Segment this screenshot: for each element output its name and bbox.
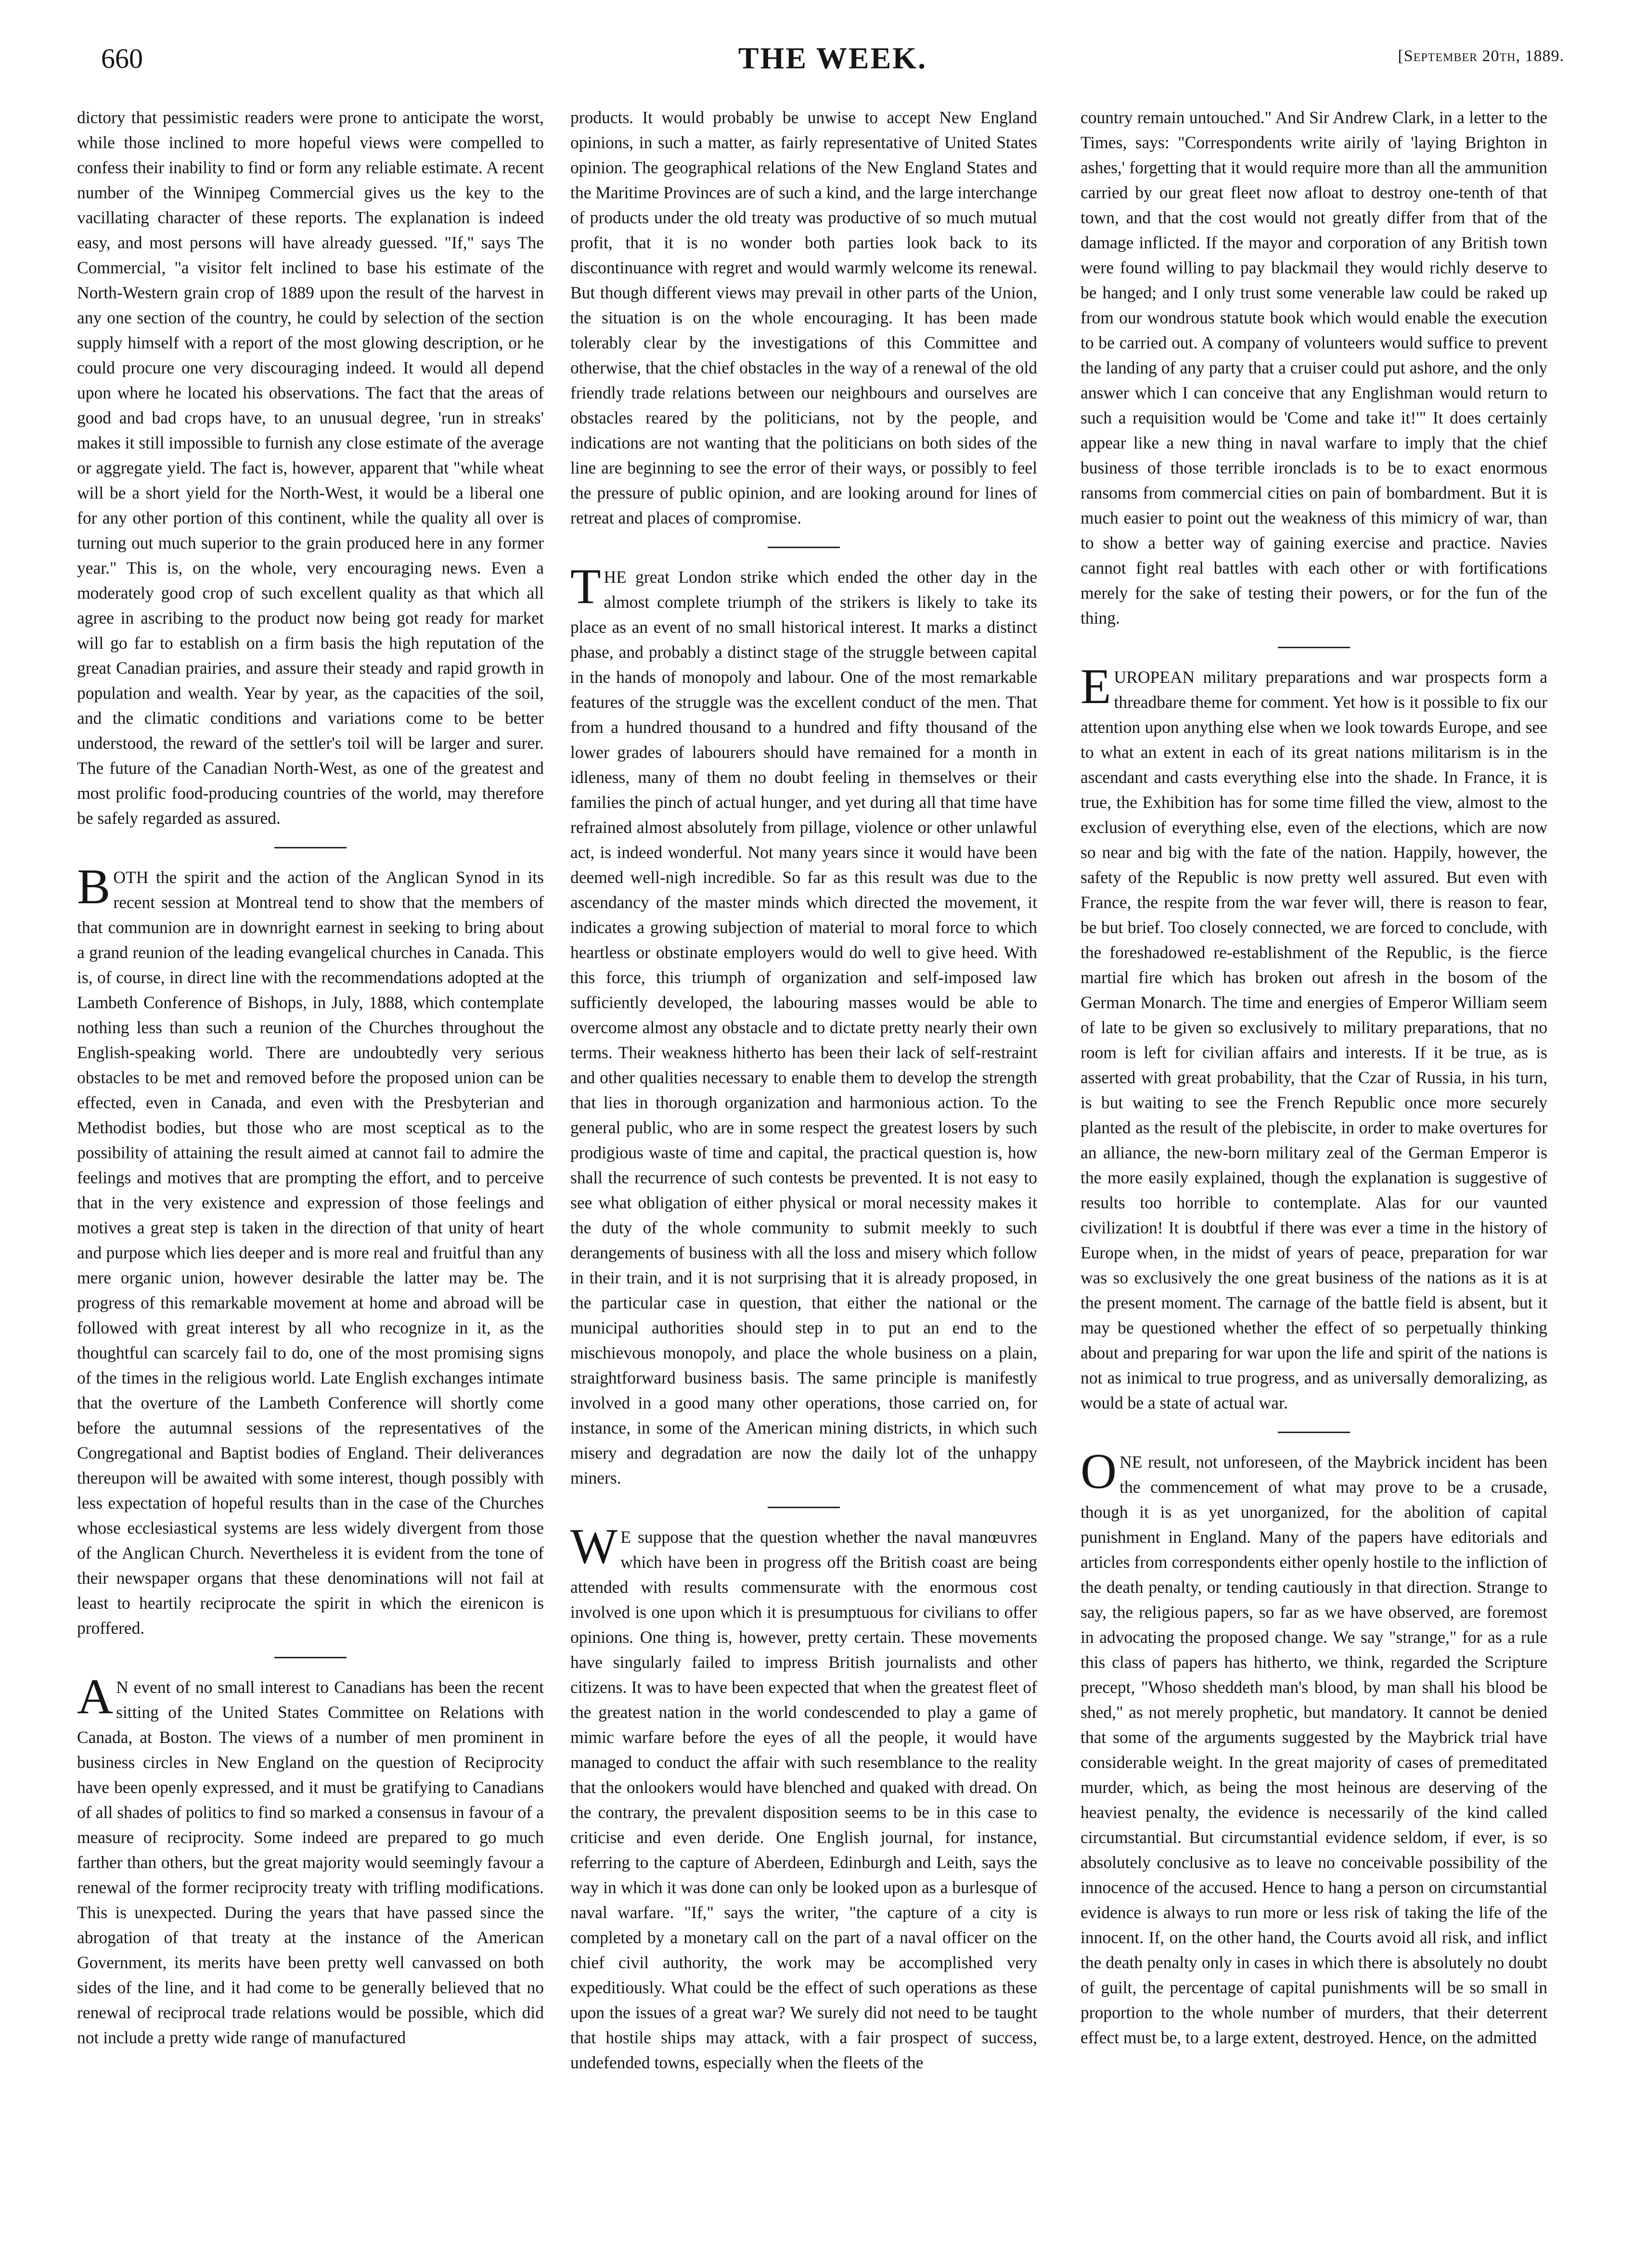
article-divider [1278, 1432, 1350, 1433]
lead-word: E [620, 1527, 631, 1547]
article-european-militarism [1081, 659, 1547, 1415]
lead-word: NE [1119, 1452, 1143, 1472]
drop-cap: W [570, 1519, 618, 1574]
drop-cap: O [1081, 1444, 1117, 1499]
lead-word: N [116, 1678, 129, 1697]
column-2 [570, 105, 1037, 2251]
drop-cap: E [1081, 659, 1111, 714]
article-body: military preparations and war prospects form a threadbare theme for comment. Yet how is it possible to fix our attention upon anything else when we look towards Europe, and see to what an extent in each of its great nations militarism is in the ascendant and casts everything else into the shade. In France, it is true, the Exhibition has for some time filled the view, almost to the exclusion of everything else, even of the elections, which are now so near and big with the fate of the nation. Happily, however, the safety of the Republic is now pretty well assured. But even with France, the respite from the war fever will, there is reason to fear, be but brief. Too closely connected, we are forced to conclude, with the foreshadowed re-establishment of the Republic, is the fierce martial fire which has broken out afresh in the bosom of the German Monarch. The time and energies of Emperor William seem of late to be given so exclusively to military preparations, that no room is left for civilian affairs and interests. If it be true, as is asserted with great probability, that the Czar of Russia, in his turn, is but waiting to see the French Republic once more securely planted as the result of the plebiscite, in order to make overtures for an alliance, the new-born military zeal of the German Emperor is the more easily explained, though the explanation is suggestive of results too horrible to contemplate. Alas for our vaunted civilization! It is doubtful if there was ever a time in the history of Europe when, in the midst of years of peace, preparation for war was so exclusively the one great business of the nations as it is at the present moment. The carnage of the battle field is absent, but it may be questioned whether the effect of so perpetually thinking about and preparing for war upon the life and spirit of the nations is not as inimical to true progress, and as universally demoralizing, as would be a state of actual war. [1081, 667, 1547, 1412]
page-header [101, 42, 1564, 90]
article-anglican-synod [77, 859, 544, 1640]
drop-cap: A [77, 1669, 114, 1724]
article-naval-manoeuvres [570, 1519, 1037, 2075]
article-body: result, not unforeseen, of the Maybrick incident has been the commencement of what may prove to be a crusade, though it is as yet unorganized, for the abolition of capital punishment in England. Many of the papers have editorials and articles from correspondents either openly hostile to the infliction of the death penalty, or tending cautiously in that direction. Strange to say, the religious papers, so far as we have observed, are foremost in advocating the proposed change. We say "strange," for as a rule this class of papers has hitherto, we think, regarded the Scripture precept, "Whoso sheddeth man's blood, by man shall his blood be shed," as not merely prophetic, but mandatory. It cannot be denied that some of the arguments suggested by the Maybrick trial have considerable weight. In the great majority of cases of premeditated murder, which, as being the most heinous are deserving of the heaviest penalty, the evidence is necessarily of the kind called circumstantial. But circumstantial evidence seldom, if ever, is so absolutely conclusive as to leave no conceivable possibility of the innocence of the accused. Hence to hang a person on circumstantial evidence is always to run more or less risk of taking the life of the innocent. If, on the other hand, the Courts avoid all risk, and inflict the death penalty only in cases in which there is absolutely no doubt of guilt, the percentage of capital punishments will be so small in proportion to the whole number of murders, that their deterrent effect must be, to a large extent, destroyed. Hence, on the admitted [1081, 1452, 1547, 2047]
article-divider [274, 847, 347, 848]
page-number: 660 [101, 43, 143, 74]
article-continuation: country remain untouched." And Sir Andrew Clark, in a letter to the Times, says: "Correspondents write airily of 'laying Brighton in ashes,' forgetting that it would require more than all the ammunition carried by our great fleet now afloat to destroy one-tenth of that town, and that the cost would not greatly differ from that of the damage inflicted. If the mayor and corporation of any British town were found willing to pay blackmail they would richly deserve to be hanged; and I only trust some venerable law could be raked up from our wondrous statute book which would enable the execution to be carried out. A company of volunteers would suffice to prevent the landing of any party that a cruiser could put ashore, and the only answer which I can conceive that any Englishman would return to such a requisition would be 'Come and take it!'" It does certainly appear like a new thing in naval warfare to imply that the chief business of those terrible ironclads is to be to exact enormous ransoms from commercial cities on pain of bombardment. But it is much easier to point out the weakness of this mimicry of war, than to show a better way of gaining exercise and practice. Navies cannot fight real battles with each other or with fortifications merely for the sake of testing their powers, or for the fun of the thing. [1081, 108, 1547, 628]
drop-cap: B [77, 859, 111, 914]
drop-cap: T [570, 559, 601, 614]
lead-word: OTH [113, 868, 149, 887]
masthead-title: THE WEEK. [738, 41, 927, 75]
lead-word: UROPEAN [1114, 667, 1195, 687]
issue-date: [September 20th, 1889. [1398, 47, 1564, 65]
column-3 [1081, 105, 1547, 2251]
article-divider [274, 1657, 347, 1658]
article-london-strike [570, 559, 1037, 1490]
article-divider [768, 547, 840, 548]
article-body: the spirit and the action of the Anglican Synod in its recent session at Montreal tend to show that the members of that communion are in downright earnest in seeking to bring about a grand reunion of the leading evangelical churches in Canada. This is, of course, in direct line with the recommendations adopted at the Lambeth Conference of Bishops, in July, 1888, which contemplate nothing less than such a reunion of the Churches throughout the English-speaking world. There are undoubtedly very serious obstacles to be met and removed before the proposed union can be effected, even in Canada, and even with the Presbyterian and Methodist bodies, but those who are most sceptical as to the possibility of attaining the result aimed at cannot fail to admire the feelings and motives that are prompting the effort, and to perceive that in the very existence and expression of those feelings and motives a great step is taken in the direction of that unity of heart and purpose which lies deeper and is more real and fruitful than any mere organic union, however desirable the latter may be. The progress of this remarkable movement at home and abroad will be followed with great interest by all who recognize in it, as the thoughtful can scarcely fail to do, one of the most promising signs of the times in the religious world. Late English exchanges intimate that the overture of the Lambeth Conference will shortly come before the autumnal sessions of the representatives of the Congregational and Baptist bodies of England. Their deliverances thereupon will be awaited with some interest, though possibly with less expectation of hopeful results than in the case of the Churches whose ecclesiastical systems are less widely divergent from those of the Anglican Church. Nevertheless it is evident from the tone of their newspaper organs that these denominations will not fail at least to heartily reciprocate the spirit in which the eirenicon is proffered. [77, 868, 544, 1638]
article-continuation: products. It would probably be unwise to accept New England opinions, in such a matter, as fairly representative of United States opinion. The geographical relations of the New England States and the Maritime Provinces are of such a kind, and the large interchange of products under the old treaty was productive of so much mutual profit, that it is no wonder both parties look back to its discontinuance with regret and would warmly welcome its renewal. But though different views may prevail in other parts of the Union, the situation is on the whole encouraging. It has been made tolerably clear by the investigations of this Committee and otherwise, that the chief obstacles in the way of a renewal of the old friendly trade relations between our neighbours and ourselves are obstacles reared by the politicians, not by the people, and indications are not wanting that the politicians on both sides of the line are beginning to see the error of their ways, or possibly to feel the pressure of public opinion, and are looking around for lines of retreat and places of compromise. [570, 108, 1037, 527]
article-divider [1278, 647, 1350, 648]
article-body: suppose that the question whether the naval manœuvres which have been in progress off the British coast are being attended with results commensurate with the enormous cost involved is one upon which it is presumptuous for civilians to offer opinions. One thing is, however, pretty certain. These movements have singularly failed to impress British journalists and other citizens. It was to have been expected that when the greatest fleet of the greatest nation in the world condescended to play a game of mimic warfare before the eyes of all the people, it would have managed to conduct the affair with such resemblance to the reality that the onlookers would have blenched and quaked with dread. On the contrary, the prevalent disposition seems to be in this case to criticise and even deride. One English journal, for instance, referring to the capture of Aberdeen, Edinburgh and Leith, says the way in which it was done can only be looked upon as a burlesque of naval warfare. "If," says the writer, "the capture of a city is completed by a monetary call on the part of a naval officer on the chief civil authority, the work may be accomplished very expeditiously. What could be the effect of such operations as these upon the issues of a great war? We surely did not need to be taught that hostile ships may attack, with a fair prospect of success, undefended towns, especially when the fleets of the [570, 1527, 1037, 2072]
article-capital-punishment [1081, 1444, 1547, 2050]
article-body: event of no small interest to Canadians has been the recent sitting of the United States Committee on Relations with Canada, at Boston. The views of a number of men prominent in business circles in New England on the question of Reciprocity have been openly expressed, and it must be gratifying to Canadians of all shades of politics to find so marked a consensus in favour of a measure of reciprocity. Some indeed are prepared to go much farther than others, but the great majority would seemingly favour a renewal of the former reciprocity treaty with trifling modifications. This is unexpected. During the years that have passed since the abrogation of that treaty at the instance of the American Government, its merits have been pretty well canvassed on both sides of the line, and it had come to be generally believed that no renewal of reciprocal trade relations would be possible, which did not include a pretty wide range of manufactured [77, 1678, 544, 2047]
lead-word: HE [604, 567, 627, 587]
article-body: great London strike which ended the other day in the almost complete triumph of the strikers is likely to take its place as an event of no small historical interest. It marks a distinct phase, and probably a distinct stage of the struggle between capital in the hands of monopoly and labour. One of the most remarkable features of the struggle was the excellent conduct of the men. That from a hundred thousand to a hundred and fifty thousand of the lower grades of labourers should have remained for a month in idleness, many of them no doubt feeling in themselves or their families the pinch of actual hunger, and yet during all that time have refrained almost absolutely from pillage, violence or other unlawful act, is indeed wonderful. Not many years since it would have been deemed well-nigh incredible. So far as this result was due to the ascendancy of the master minds which directed the movement, it indicates a growing subjection of material to moral force to which heartless or obstinate employers would do well to give heed. With this force, this triumph of organization and self-imposed law sufficiently developed, the labouring masses would be able to overcome almost any obstacle and to dictate pretty nearly their own terms. Their weakness hitherto has been their lack of self-restraint and other qualities necessary to enable them to develop the strength that lies in thorough organization and harmonious action. To the general public, who are in some respect the greatest losers by such prodigious waste of time and capital, the practical question is, how shall the recurrence of such contests be prevented. It is not easy to see what obligation of either physical or moral necessity makes it the duty of the whole community to submit meekly to such derangements of business with all the loss and misery which follow in their train, and it is not surprising that it is already proposed, in the particular case in question, that either the national or the municipal authorities should step in to put an end to the mischievous monopoly, and place the whole business on a plain, straightforward business basis. The same principle is manifestly involved in a good many other operations, those carried on, for instance, in some of the American mining districts, in which such misery and degradation are now the daily lot of the unhappy miners. [570, 567, 1037, 1487]
article-continuation: dictory that pessimistic readers were prone to anticipate the worst, while those inclined to more hopeful views were compelled to confess their inability to find or form any reliable estimate. A recent number of the Winnipeg Commercial gives us the key to the vacillating character of these reports. The explanation is indeed easy, and most persons will have already guessed. "If," says The Commercial, "a visitor felt inclined to base his estimate of the North-Western grain crop of 1889 upon the result of the harvest in any one section of the country, he could by selection of the section supply himself with a report of the most glowing description, or he could procure one very discouraging indeed. It would all depend upon where he located his observations. The fact that the areas of good and bad crops have, to an unusual degree, 'run in streaks' makes it still impossible to furnish any close estimate of the average or aggregate yield. The fact is, however, apparent that "while wheat will be a short yield for the North-West, it would be a liberal one for any other portion of this continent, while the quality all over is turning out much superior to the grain produced here in any former year." This is, on the whole, very encouraging news. Even a moderately good crop of such excellent quality as that which all agree in ascribing to the product now being got ready for market will go far to establish on a firm basis the high reputation of the great Canadian prairies, and assure their steady and rapid growth in population and wealth. Year by year, as the capacities of the soil, and the climatic conditions and variations come to be better understood, the reward of the settler's toil will be larger and surer. The future of the Canadian North-West, as one of the greatest and most prolific food-producing countries of the world, may therefore be safely regarded as assured. [77, 108, 544, 828]
article-divider [768, 1507, 840, 1508]
article-reciprocity [77, 1669, 544, 2050]
column-1 [77, 105, 544, 2251]
